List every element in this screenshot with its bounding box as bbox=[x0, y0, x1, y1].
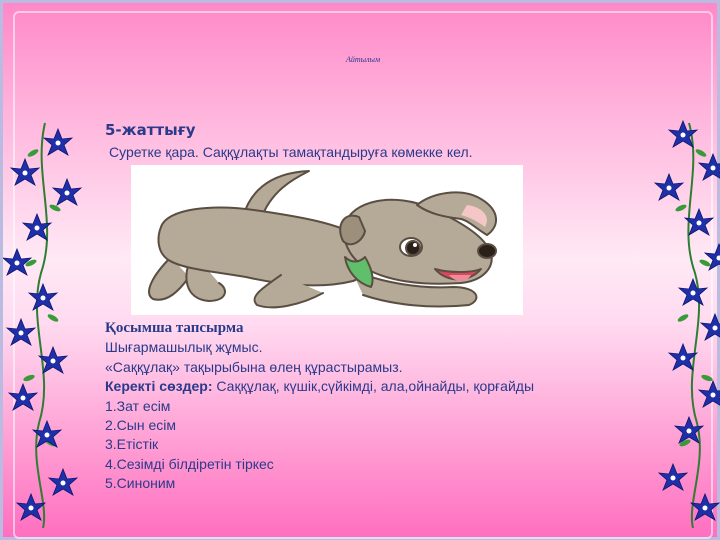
list-item: 3.Етістік bbox=[105, 436, 159, 453]
dog-illustration bbox=[131, 165, 523, 315]
blue-flower-icon bbox=[49, 469, 77, 495]
task-title: 5-жаттығу bbox=[105, 121, 196, 139]
blue-flower-icon bbox=[44, 129, 72, 155]
list-item: 1.Зат есім bbox=[105, 397, 171, 414]
header-text: Айтылым bbox=[345, 55, 381, 64]
keywords-label: Керекті сөздер: bbox=[105, 378, 213, 395]
blue-flower-icon bbox=[17, 494, 45, 520]
blue-flower-icon bbox=[699, 381, 720, 407]
blue-flower-icon bbox=[11, 159, 39, 185]
task-description: Суретке қара. Саққұлақты тамақтандыруға көмекке кел. bbox=[109, 144, 473, 160]
left-flower-decoration bbox=[3, 113, 93, 533]
dog-picture bbox=[131, 165, 523, 315]
blue-flower-icon bbox=[9, 384, 37, 410]
poem-task-line: «Саққұлақ» тақырыбына өлең құрастырамыз. bbox=[105, 358, 403, 375]
list-item: 5.Синоним bbox=[105, 475, 176, 492]
blue-flower-icon bbox=[29, 284, 57, 310]
blue-flower-icon bbox=[655, 174, 683, 200]
extra-task-block bbox=[105, 319, 665, 494]
blue-flower-icon bbox=[691, 494, 719, 520]
blue-flower-icon bbox=[679, 279, 707, 305]
blue-flower-icon bbox=[3, 249, 31, 275]
blue-flower-icon bbox=[699, 154, 720, 180]
keywords-line bbox=[105, 377, 665, 396]
blue-flower-icon bbox=[53, 179, 81, 205]
creative-work-line: Шығармашылық жұмыс. bbox=[105, 339, 263, 356]
list-item: 4.Сезімді білдіретін тіркес bbox=[105, 455, 274, 472]
list-item: 2.Сын есім bbox=[105, 417, 176, 434]
blue-flower-icon bbox=[701, 314, 720, 340]
keywords-value: Саққұлақ, күшік,сүйкімді, ала,ойнайды, қорғайды bbox=[216, 378, 535, 395]
extra-task-title: Қосымша тапсырма bbox=[105, 320, 244, 336]
blue-flower-icon bbox=[7, 319, 35, 345]
